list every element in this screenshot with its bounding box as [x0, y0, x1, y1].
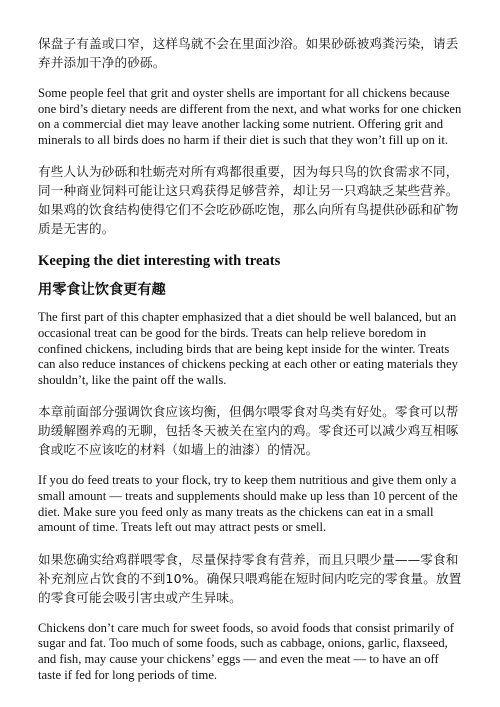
paragraph-en-treats-intro: The first part of this chapter emphasized that a diet should be well balanced, but an occasional treat can be good for the birds. Treats can help relieve boredom in confined chickens, including birds that are being kept inside for the winter. Treats can also reduce instances of chickens pecking at each other or eating materials they shouldn’t, like the paint off the walls.	[38, 310, 458, 387]
section-heading-zh: 用零食让饮食更有趣	[38, 282, 166, 299]
paragraph-zh-grit-oyster: 有些人认为砂砾和牡蛎壳对所有鸡都很重要，因为每只鸟的饮食需求不同，同一种商业饲料可能让这只鸡获得足够营养，却让另一只鸡缺乏某些营养。如果鸡的饮食结构使得它们不会吃砂砾吃饱，那么向所有鸟提供砂砾和矿物质是无害的。	[38, 164, 459, 237]
paragraph-zh-treats-intro: 本章前面部分强调饮食应该均衡，但偶尔喂零食对鸟类有好处。零食可以帮助缓解圈养鸡的无聊，包括冬天被关在室内的鸡。零食还可以减少鸡互相啄食或吃不应该吃的材料（如墙上的油漆）的情况。	[38, 404, 459, 458]
paragraph-zh-treats-amount: 如果您确实给鸡群喂零食，尽量保持零食有营养，而且只喂少量——零食和补充剂应占饮食的不到10%。确保只喂鸡能在短时间内吃完的零食量。放置的零食可能会吸引害虫或产生异味。	[38, 551, 462, 605]
paragraph-en-grit-oyster: Some people feel that grit and oyster shells are important for all chickens because one bird’s dietary needs are different from the next, and what works for one chicken on a commercial diet may leave another lacking some nutrient. Offering grit and minerals to all birds does no harm if their diet is such that they won’t fill up on it.	[38, 86, 462, 147]
paragraph-en-sweet-foods: Chickens don’t care much for sweet foods, so avoid foods that consist primarily of sugar and fat. Too much of some foods, such as cabbage, onions, garlic, flaxseed, and fish, may cause your chickens’ eggs — and even the meat — to have an off taste if fed for long periods of time.	[38, 620, 454, 682]
section-heading-en: Keeping the diet interesting with treats	[38, 253, 281, 270]
paragraph-en-treats-amount: If you do feed treats to your flock, try to keep them nutritious and give them only a small amount — treats and supplements should make up less than 10 percent of the diet. Make sure you feed only as many treats as the chickens can eat in a small amount of time. Treats left out may attract pests or smell.	[38, 473, 458, 535]
document-page	[38, 34, 462, 683]
paragraph-zh-grit-dish: 保盘子有盖或口窄，这样鸟就不会在里面沙浴。如果砂砾被鸡粪污染，请丢弃并添加干净的砂砾。	[38, 36, 459, 70]
